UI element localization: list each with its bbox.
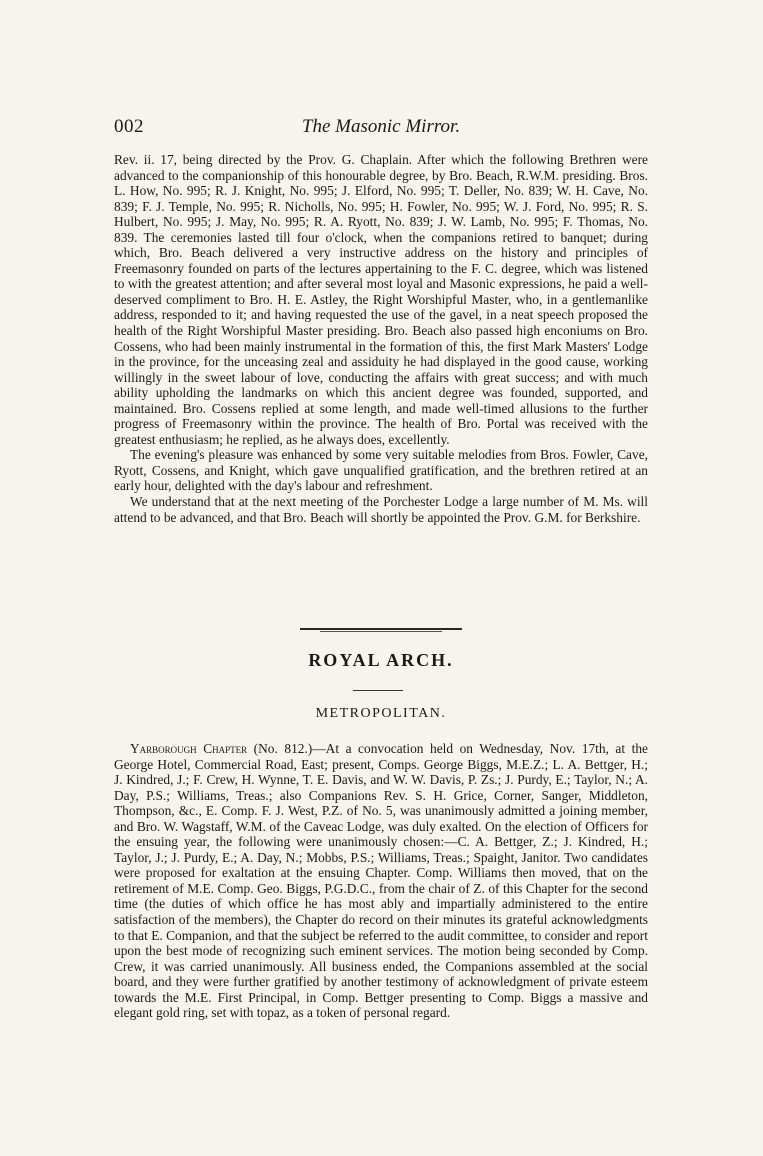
running-title: The Masonic Mirror. xyxy=(301,116,461,137)
section-subtitle: METROPOLITAN. xyxy=(315,706,447,721)
paragraph-text: (No. 812.)—At a convocation held on Wednesday, Nov. 17th, at the George Hotel, Commercial Road, East; present, Comps. George Biggs, M.E.Z.; L. A. Bettger, H.; J. Kindred, J.; F. Crew, H. Wynne, T. E. Davis, and W. W. Davis, P. Zs.; J. Purdy, E.; Taylor, N.; A. Day, P.S.; Williams, Treas.; also Companions Rev. S. H. Grice, Corner, Sanger, Middleton, Thompson, &c., E. Comp. F. J. West, P.Z. of No. 5, was unanimously admitted a joining member, and Bro. W. Wagstaff, W.M. of the Caveac Lodge, was duly exalted. On the election of Officers for the ensuing year, the following were unanimously chosen:—C. A. Bettger, Z.; J. Kindred, H.; Taylor, J.; J. Purdy, E.; A. Day, N.; Mobbs, P.S.; Williams, Treas.; Spaight, Janitor. Two candidates were proposed for exaltation at the ensuing Chapter. Comp. Williams then moved, that on the retirement of M.E. Comp. Geo. Biggs, P.G.D.C., from the chair of Z. of this Chapter for the second time (the duties of which office he has most ably and impartially administered to the entire satisfaction of the members), the Chapter do record on their minutes its grateful acknowledgments to that E. Companion, and that the subject be referred to the audit committee, to consider and report upon the best mode of recognizing such eminent services. The motion being seconded by Comp. Crew, it was carried unanimously. All business ended, the Companions assembled at the social board, and they were further gratified by another testimony of acknowledgment of private esteem towards the M.E. First Principal, in Comp. Bettger presenting to Comp. Biggs a massive and elegant gold ring, set with topaz, as a token of personal regard. xyxy=(114,741,648,1021)
section-title: ROYAL ARCH. xyxy=(308,650,454,670)
page-number: 002 xyxy=(114,116,144,137)
section-divider-ornament xyxy=(300,628,462,634)
paragraph xyxy=(114,741,648,1021)
page-header xyxy=(114,116,648,140)
paragraph: Rev. ii. 17, being directed by the Prov. G. Chaplain. After which the following Brethren were advanced to the companionship of this honourable degree, by Bro. Beach, R.W.M. presiding. Bros. L. How, No. 995; R. J. Knight, No. 995; J. Elford, No. 995; T. Deller, No. 839; W. H. Cave, No. 839; F. J. Temple, No. 995; R. Nicholls, No. 995; H. Fowler, No. 995; W. J. Ford, No. 995; R. S. Hulbert, No. 995; J. May, No. 995; R. A. Ryott, No. 839; J. W. Lamb, No. 995; F. Thomas, No. 839. The ceremonies lasted till four o'clock, when the companions retired to banquet; during which, Bro. Beach delivered a very instructive address on the history and principles of Freemasonry founded on parts of the lectures appertaining to the F. C. degree, which was listened to with the greatest attention; and after several most loyal and Masonic expressions, he paid a well-deserved compliment to Bro. H. E. Astley, the Right Worshipful Master, who, in a gentlemanlike address, responded to it; and having requested the use of the gavel, in a neat speech proposed the health of the Right Worshipful Master presiding. Bro. Beach also passed high enconiums on Bro. Cossens, who had been mainly instrumental in the formation of this, the first Mark Masters' Lodge in the province, for the unceasing zeal and assiduity he had displayed in the good cause, working willingly in the sweet labour of love, conducting the affairs with great success; and with much ability upholding the landmarks on which this ancient degree was founded, supported, and maintained. Bro. Cossens replied at some length, and made well-timed allusions to the further progress of Freemasonry within the province. The health of Bro. Portal was received with the greatest enthusiasm; he replied, as he always does, excellently. xyxy=(114,152,648,447)
article-continuation xyxy=(114,152,648,525)
paragraph: The evening's pleasure was enhanced by some very suitable melodies from Bros. Fowler, Cave, Ryott, Cossens, and Knight, which gave unqualified gratification, and the brethren retired at an early hour, delighted with the day's labour and refreshment. xyxy=(114,447,648,494)
paragraph: We understand that at the next meeting of the Porchester Lodge a large number of M. Ms. will attend to be advanced, and that Bro. Beach will shortly be appointed the Prov. G.M. for Berkshire. xyxy=(114,494,648,525)
chapter-report xyxy=(114,741,648,1021)
title-rule xyxy=(353,690,403,691)
chapter-name: Yarborough Chapter xyxy=(130,741,248,756)
